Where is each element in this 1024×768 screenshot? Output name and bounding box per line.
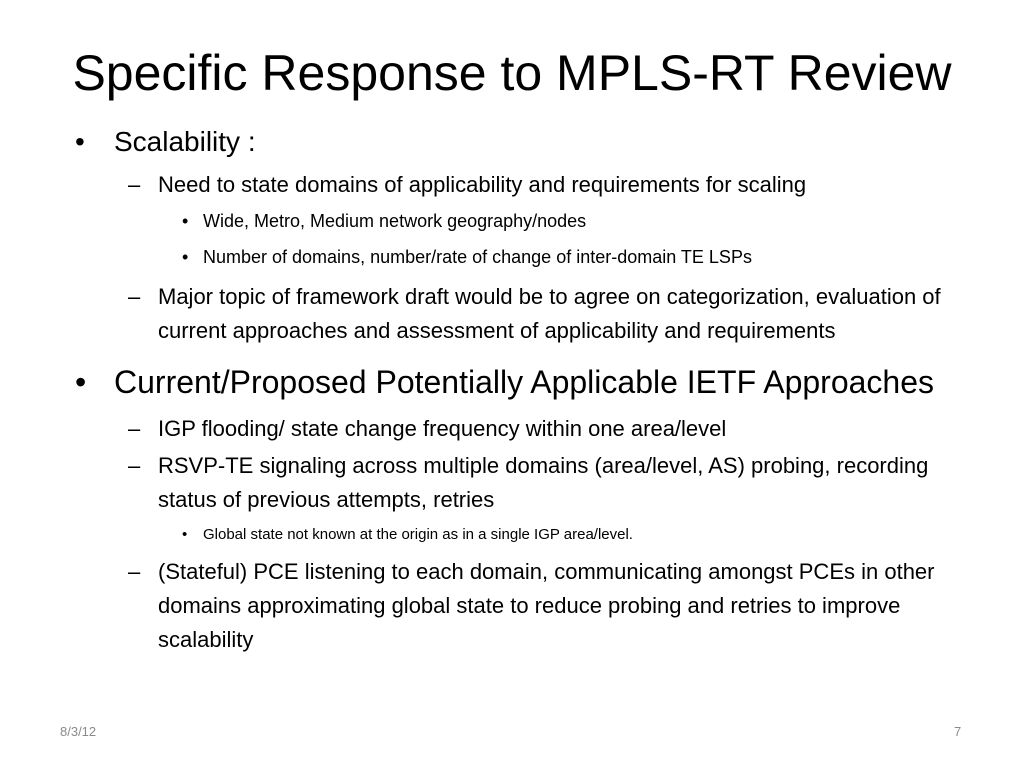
bullet-text: Scalability : (114, 126, 256, 157)
bullet-item (0, 203, 973, 239)
bullet-text: RSVP-TE signaling across multiple domains (area/level, AS) probing, recording status of previous attempts, retries (158, 453, 929, 512)
bullet-item (0, 280, 973, 348)
bullet-text: Major topic of framework draft would be to agree on categorization, evaluation of current approaches and assessment of applicability and requirements (158, 284, 941, 343)
bullet-mark: • (75, 364, 87, 400)
footer-page-number: 7 (954, 724, 962, 739)
bullet-text: Global state not known at the origin as in a single IGP area/level. (203, 526, 633, 543)
footer-date: 8/3/12 (60, 724, 97, 739)
bullet-mark: • (182, 247, 189, 267)
bullet-item (0, 517, 973, 553)
bullet-mark: • (75, 126, 85, 157)
dash-mark: – (128, 284, 141, 309)
bullet-mark: • (182, 526, 188, 543)
bullet-text: Wide, Metro, Medium network geography/nodes (203, 211, 587, 231)
bullet-item (0, 124, 959, 159)
slide-content (0, 124, 1024, 657)
bullet-mark: • (182, 211, 189, 231)
slide-title: Specific Response to MPLS-RT Review (72, 45, 952, 101)
dash-mark: – (128, 416, 141, 441)
bullet-text: Need to state domains of applicability and requirements for scaling (158, 172, 807, 197)
bullet-text: IGP flooding/ state change frequency within one area/level (158, 416, 727, 441)
bullet-text: (Stateful) PCE listening to each domain, communicating amongst PCEs in other domains approximating global state to reduce probing and retries to improve scalability (158, 559, 935, 652)
bullet-item (0, 412, 973, 446)
dash-mark: – (128, 453, 141, 478)
bullet-item (0, 449, 973, 517)
bullet-item (0, 168, 973, 202)
bullet-item (0, 239, 973, 275)
dash-mark: – (128, 559, 141, 584)
bullet-item (0, 360, 959, 404)
bullet-item (0, 555, 973, 657)
bullet-text: Number of domains, number/rate of change of inter-domain TE LSPs (203, 247, 752, 267)
bullet-text: Current/Proposed Potentially Applicable IETF Approaches (114, 364, 935, 400)
dash-mark: – (128, 172, 141, 197)
